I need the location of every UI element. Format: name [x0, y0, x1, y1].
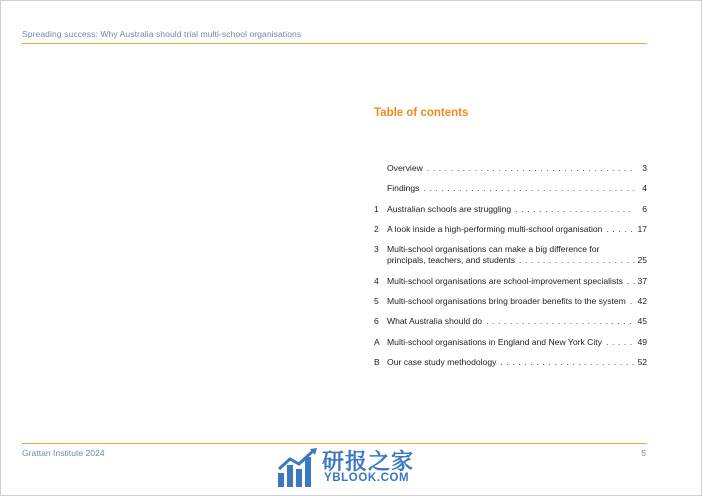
- toc-dot-leader: [606, 337, 635, 348]
- toc-entry-number: 3: [374, 244, 379, 254]
- toc-entry-title: What Australia should do: [387, 316, 483, 326]
- toc-entry-page: 6: [642, 204, 647, 214]
- toc-entry[interactable]: [374, 276, 647, 287]
- toc-entry-title: Our case study methodology: [387, 357, 497, 367]
- watermark-text: 研报之家: [322, 450, 415, 475]
- footer-rule: [22, 443, 647, 444]
- toc-entry-title: principals, teachers, and students: [387, 255, 516, 265]
- header-rule: [22, 43, 647, 44]
- toc-entry[interactable]: [374, 296, 647, 307]
- toc-entry[interactable]: [374, 337, 647, 348]
- toc-entry-page: 45: [637, 316, 647, 326]
- toc-entry-number: 4: [374, 276, 379, 286]
- toc-dot-leader: [486, 316, 635, 327]
- toc-entry-title: Multi-school organisations can make a big difference for: [387, 244, 600, 254]
- toc-entry-page: 52: [637, 357, 647, 367]
- toc-title: Table of contents: [374, 107, 469, 119]
- toc-entry[interactable]: [374, 316, 647, 327]
- toc-entry-number: B: [374, 357, 380, 367]
- toc-dot-leader: [423, 183, 635, 194]
- toc-entry-number: [374, 163, 387, 174]
- footer-page-number: 5: [641, 448, 646, 458]
- toc-entry-number: 1: [374, 204, 379, 214]
- toc-entry-title: Australian schools are struggling: [387, 204, 512, 214]
- toc-entry-title: Multi-school organisations are school-improvement specialists: [387, 276, 623, 286]
- toc-dot-leader: [519, 255, 635, 266]
- toc-entry-title: Findings: [387, 183, 420, 193]
- toc-entry[interactable]: [374, 163, 647, 174]
- toc-entry[interactable]: [374, 357, 647, 368]
- toc-dot-leader: [627, 276, 635, 287]
- toc-entry-number: [374, 183, 387, 194]
- bar-chart-logo-icon: [276, 447, 320, 489]
- toc-entry-title: Multi-school organisations in England and New York City: [387, 337, 602, 347]
- toc-entry[interactable]: [374, 204, 647, 215]
- toc-dot-leader: [427, 163, 635, 174]
- toc-entry-page: 37: [637, 276, 647, 286]
- toc-entry-page: 49: [637, 337, 647, 347]
- running-header: Spreading success: Why Australia should trial multi-school organisations: [22, 29, 302, 39]
- toc-entry-title: Overview: [387, 163, 423, 173]
- toc-dot-leader: [500, 357, 635, 368]
- footer-publisher: Grattan Institute 2024: [22, 448, 105, 458]
- toc-entry-number: 5: [374, 296, 379, 306]
- toc-entry-page: 4: [642, 183, 647, 193]
- toc-entry-page: 42: [637, 296, 647, 306]
- toc-dot-leader: [630, 296, 635, 307]
- toc-entry[interactable]: [374, 183, 647, 194]
- watermark: [276, 445, 436, 491]
- toc-entry[interactable]: [374, 224, 647, 235]
- toc-entry-number: 2: [374, 224, 379, 234]
- toc-entry-page: 17: [637, 224, 647, 234]
- toc-entry-number: 6: [374, 316, 379, 326]
- toc-entry-title: A look inside a high-performing multi-school organisation: [387, 224, 603, 234]
- toc-dot-leader: [606, 224, 635, 235]
- toc-dot-leader: [515, 204, 635, 215]
- watermark-url: YBLOOK.COM: [324, 472, 410, 484]
- toc-entry-page: 25: [637, 255, 647, 265]
- toc-entry-title: Multi-school organisations bring broader benefits to the system: [387, 296, 626, 306]
- toc-entry-number: A: [374, 337, 380, 347]
- toc-entry[interactable]: [374, 244, 647, 266]
- toc-entry-page: 3: [642, 163, 647, 173]
